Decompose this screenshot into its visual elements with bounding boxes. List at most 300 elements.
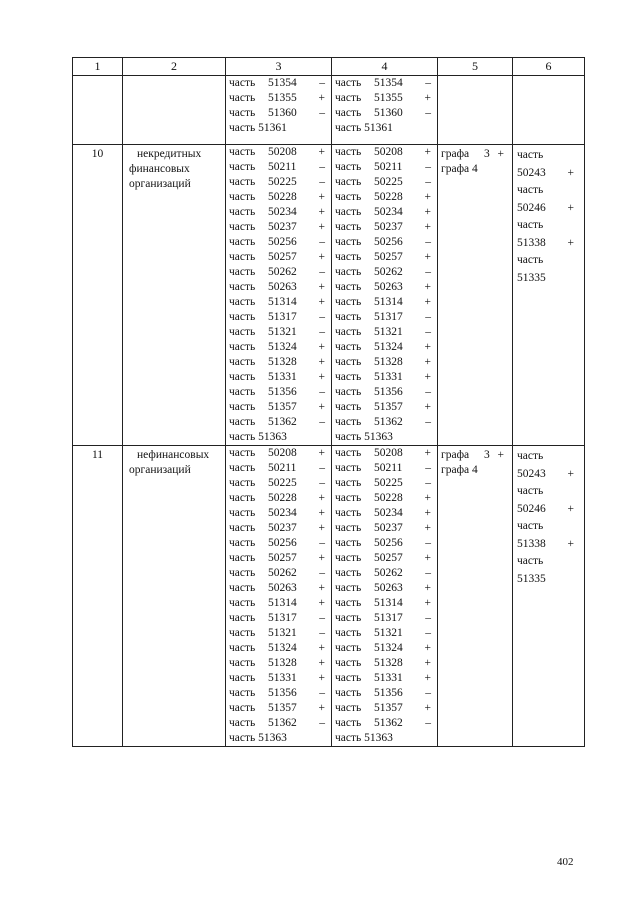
account-line xyxy=(226,536,331,551)
account-line xyxy=(226,355,331,370)
account-line-last: часть 51363 xyxy=(335,732,393,744)
account-word: часть xyxy=(335,281,362,293)
account-sign: – xyxy=(319,176,325,188)
account-sign: + xyxy=(318,507,325,519)
account-number: 51356 xyxy=(268,687,297,699)
extra-account-text: 50243 xyxy=(517,166,546,179)
account-sign: + xyxy=(318,552,325,564)
account-line xyxy=(332,220,437,235)
account-sign: – xyxy=(319,107,325,119)
account-sign: + xyxy=(424,221,431,233)
account-number: 51317 xyxy=(374,311,403,323)
account-word: часть xyxy=(229,146,256,158)
account-number: 50263 xyxy=(374,582,403,594)
account-number: 50211 xyxy=(374,161,403,173)
account-number: 51328 xyxy=(268,356,297,368)
account-line xyxy=(226,400,331,415)
account-word: часть xyxy=(335,371,362,383)
account-sign: + xyxy=(318,401,325,413)
account-line xyxy=(226,415,331,430)
account-sign: + xyxy=(318,356,325,368)
account-line xyxy=(332,160,437,175)
account-word: часть xyxy=(335,567,362,579)
cell-empty xyxy=(123,76,226,145)
account-sign: + xyxy=(424,92,431,104)
account-line xyxy=(226,175,331,190)
account-line xyxy=(226,295,331,310)
account-word: часть xyxy=(229,92,256,104)
account-number: 50228 xyxy=(374,191,403,203)
account-number: 50257 xyxy=(268,552,297,564)
account-word: часть xyxy=(335,161,362,173)
account-word: часть xyxy=(335,77,362,89)
account-number: 50257 xyxy=(374,251,403,263)
header-cell-4: 4 xyxy=(332,58,438,76)
extra-account-line xyxy=(517,571,580,589)
account-line xyxy=(332,250,437,265)
account-number: 51355 xyxy=(374,92,403,104)
extra-account-line xyxy=(517,235,580,253)
account-number: 51324 xyxy=(374,341,403,353)
accounts-col3 xyxy=(226,446,332,747)
row-number: 11 xyxy=(73,446,123,747)
account-line xyxy=(226,76,331,91)
table-row-continuation xyxy=(73,76,585,145)
account-sign: + xyxy=(424,251,431,263)
account-sign: + xyxy=(318,642,325,654)
account-number: 50228 xyxy=(374,492,403,504)
cell-empty xyxy=(73,76,123,145)
account-sign: – xyxy=(425,311,431,323)
extra-account-text: часть xyxy=(517,184,544,196)
organization-line: организаций xyxy=(129,178,191,190)
extra-account-line xyxy=(517,518,580,536)
account-line xyxy=(226,626,331,641)
account-number: 50257 xyxy=(268,251,297,263)
organization-type xyxy=(123,145,226,446)
column-number: 3 xyxy=(484,449,490,461)
account-word: часть xyxy=(229,386,256,398)
account-sign: – xyxy=(319,537,325,549)
account-sign: + xyxy=(318,146,325,158)
account-line xyxy=(226,220,331,235)
account-sign: + xyxy=(424,281,431,293)
account-line xyxy=(332,596,437,611)
account-sign: + xyxy=(424,702,431,714)
account-line xyxy=(332,461,437,476)
account-word: часть xyxy=(229,597,256,609)
account-word: часть xyxy=(335,416,362,428)
account-word: часть xyxy=(229,161,256,173)
account-word: часть xyxy=(229,356,256,368)
header-cell-3: 3 xyxy=(226,58,332,76)
account-word: часть xyxy=(335,146,362,158)
extra-account-text: часть xyxy=(517,254,544,266)
extra-account-text: 51338 xyxy=(517,537,546,550)
account-word: часть xyxy=(229,717,256,729)
account-sign: – xyxy=(425,416,431,428)
account-word: часть xyxy=(229,582,256,594)
account-word: часть xyxy=(229,371,256,383)
account-word: часть xyxy=(335,672,362,684)
account-sign: + xyxy=(318,492,325,504)
extra-account-sign: + xyxy=(567,502,574,515)
account-sign: – xyxy=(425,477,431,489)
account-number: 50234 xyxy=(268,507,297,519)
account-word: часть xyxy=(335,447,362,459)
account-number: 51354 xyxy=(374,77,403,89)
account-line xyxy=(332,536,437,551)
account-line xyxy=(226,91,331,106)
account-number: 51356 xyxy=(268,386,297,398)
account-word: часть xyxy=(229,416,256,428)
account-number: 50234 xyxy=(374,507,403,519)
account-word: часть xyxy=(229,221,256,233)
account-word: часть xyxy=(335,356,362,368)
account-sign: + xyxy=(318,582,325,594)
account-line xyxy=(332,190,437,205)
account-sign: + xyxy=(424,552,431,564)
account-line xyxy=(226,716,331,731)
header-cell-5: 5 xyxy=(438,58,513,76)
account-sign: + xyxy=(318,597,325,609)
account-number: 50225 xyxy=(374,176,403,188)
account-word: часть xyxy=(335,92,362,104)
account-line xyxy=(332,686,437,701)
account-line xyxy=(332,506,437,521)
account-line xyxy=(332,671,437,686)
account-word: часть xyxy=(335,236,362,248)
account-sign: + xyxy=(318,191,325,203)
header-cell-2: 2 xyxy=(123,58,226,76)
account-sign: – xyxy=(425,386,431,398)
account-line xyxy=(226,566,331,581)
account-number: 50237 xyxy=(374,221,403,233)
account-sign: + xyxy=(424,507,431,519)
account-number: 51331 xyxy=(374,672,403,684)
account-number: 51321 xyxy=(268,627,297,639)
account-line xyxy=(332,295,437,310)
account-number: 50211 xyxy=(268,161,297,173)
account-number: 50262 xyxy=(268,567,297,579)
extra-account-line xyxy=(517,165,580,183)
account-line xyxy=(226,190,331,205)
account-line xyxy=(332,566,437,581)
organization-line: нефинансовых xyxy=(137,449,210,461)
account-line xyxy=(226,461,331,476)
account-line-last: часть 51363 xyxy=(229,431,287,443)
account-line xyxy=(332,91,437,106)
account-line xyxy=(332,235,437,250)
account-word: часть xyxy=(335,507,362,519)
accounts-col4 xyxy=(332,76,438,145)
extra-accounts xyxy=(513,446,585,747)
account-line xyxy=(226,340,331,355)
account-number: 50225 xyxy=(268,477,297,489)
account-line xyxy=(332,76,437,91)
account-number: 50256 xyxy=(268,537,297,549)
account-line xyxy=(332,611,437,626)
account-word: часть xyxy=(229,657,256,669)
account-word: часть xyxy=(229,477,256,489)
account-word: часть xyxy=(335,462,362,474)
account-word: часть xyxy=(229,522,256,534)
extra-account-sign: + xyxy=(567,467,574,480)
account-number: 50263 xyxy=(268,281,297,293)
extra-account-text: часть xyxy=(517,485,544,497)
extra-account-text: часть xyxy=(517,520,544,532)
organization-line: организаций xyxy=(129,464,191,476)
account-number: 50237 xyxy=(374,522,403,534)
account-line xyxy=(332,521,437,536)
account-number: 50256 xyxy=(374,537,403,549)
account-line xyxy=(226,521,331,536)
extra-account-line xyxy=(517,270,580,288)
account-number: 51362 xyxy=(374,416,403,428)
account-sign: + xyxy=(424,146,431,158)
page-number: 402 xyxy=(557,856,574,868)
account-sign: + xyxy=(424,356,431,368)
account-number: 51314 xyxy=(374,597,403,609)
account-word: часть xyxy=(335,522,362,534)
account-word: часть xyxy=(335,687,362,699)
account-number: 50263 xyxy=(374,281,403,293)
account-sign: – xyxy=(319,77,325,89)
account-sign: – xyxy=(425,236,431,248)
account-word: часть xyxy=(229,462,256,474)
account-sign: + xyxy=(424,672,431,684)
account-word: часть xyxy=(335,552,362,564)
account-number: 51321 xyxy=(268,326,297,338)
account-line xyxy=(332,581,437,596)
column-ref-line: графа 4 xyxy=(441,163,478,175)
account-word: часть xyxy=(229,702,256,714)
account-sign: – xyxy=(319,462,325,474)
account-line xyxy=(332,280,437,295)
account-line xyxy=(226,611,331,626)
account-word: часть xyxy=(229,612,256,624)
account-line xyxy=(332,626,437,641)
account-word: часть xyxy=(335,492,362,504)
account-number: 50225 xyxy=(268,176,297,188)
account-line-last: часть 51363 xyxy=(229,732,287,744)
account-word: часть xyxy=(229,552,256,564)
account-number: 51317 xyxy=(268,311,297,323)
account-line xyxy=(226,686,331,701)
account-number: 51362 xyxy=(268,717,297,729)
account-sign: – xyxy=(425,107,431,119)
account-sign: – xyxy=(425,176,431,188)
account-number: 51356 xyxy=(374,687,403,699)
cell-empty xyxy=(513,76,585,145)
account-number: 50234 xyxy=(374,206,403,218)
extra-account-sign: + xyxy=(567,537,574,550)
account-word: часть xyxy=(335,582,362,594)
extra-account-text: 50243 xyxy=(517,467,546,480)
account-line xyxy=(226,671,331,686)
account-number: 51321 xyxy=(374,627,403,639)
account-sign: – xyxy=(425,77,431,89)
extra-account-text: 51335 xyxy=(517,572,546,585)
account-number: 51321 xyxy=(374,326,403,338)
account-sign: + xyxy=(318,92,325,104)
account-number: 51357 xyxy=(268,401,297,413)
account-line xyxy=(332,701,437,716)
account-sign: + xyxy=(424,371,431,383)
account-word: часть xyxy=(335,176,362,188)
account-word: часть xyxy=(335,537,362,549)
account-word: часть xyxy=(229,107,256,119)
account-line xyxy=(226,370,331,385)
organization-line: некредитных xyxy=(137,148,202,160)
account-sign: + xyxy=(318,522,325,534)
account-line xyxy=(332,370,437,385)
extra-account-line xyxy=(517,483,580,501)
account-sign: – xyxy=(319,311,325,323)
extra-account-text: 51338 xyxy=(517,236,546,249)
account-sign: + xyxy=(424,447,431,459)
table-row xyxy=(73,446,585,747)
account-word: часть xyxy=(335,717,362,729)
account-word: часть xyxy=(335,702,362,714)
extra-account-text: часть xyxy=(517,450,544,462)
account-line xyxy=(226,310,331,325)
account-sign: – xyxy=(319,567,325,579)
account-number: 51314 xyxy=(374,296,403,308)
account-line xyxy=(226,656,331,671)
account-line xyxy=(332,340,437,355)
account-sign: – xyxy=(425,717,431,729)
account-word: часть xyxy=(229,326,256,338)
extra-account-line xyxy=(517,501,580,519)
cell-empty xyxy=(438,76,513,145)
column-reference xyxy=(438,145,513,446)
column-ref-line xyxy=(438,448,512,463)
account-word: часть xyxy=(229,236,256,248)
account-word: часть xyxy=(335,107,362,119)
account-sign: – xyxy=(425,266,431,278)
account-sign: – xyxy=(319,717,325,729)
account-word: часть xyxy=(229,507,256,519)
account-number: 50263 xyxy=(268,582,297,594)
account-sign: + xyxy=(424,492,431,504)
account-line xyxy=(226,641,331,656)
header-row xyxy=(73,58,585,76)
account-number: 51324 xyxy=(268,341,297,353)
account-line xyxy=(226,160,331,175)
extra-account-text: 50246 xyxy=(517,201,546,214)
account-number: 50208 xyxy=(374,447,403,459)
extra-account-sign: + xyxy=(567,236,574,249)
account-word: часть xyxy=(229,191,256,203)
account-number: 50211 xyxy=(268,462,297,474)
account-word: часть xyxy=(335,477,362,489)
accounts-col4 xyxy=(332,446,438,747)
extra-account-text: часть xyxy=(517,555,544,567)
column-sign: + xyxy=(497,148,504,160)
account-line xyxy=(226,385,331,400)
column-word: графа xyxy=(441,449,470,461)
account-word: часть xyxy=(335,326,362,338)
account-number: 51314 xyxy=(268,296,297,308)
account-line xyxy=(332,145,437,160)
account-word: часть xyxy=(229,296,256,308)
account-word: часть xyxy=(335,296,362,308)
account-word: часть xyxy=(229,401,256,413)
account-line xyxy=(226,581,331,596)
account-number: 50262 xyxy=(374,567,403,579)
account-sign: + xyxy=(424,296,431,308)
account-line xyxy=(332,205,437,220)
account-line xyxy=(332,175,437,190)
account-number: 51331 xyxy=(374,371,403,383)
account-line-last: часть 51363 xyxy=(335,431,393,443)
extra-account-text: часть xyxy=(517,219,544,231)
extra-account-line xyxy=(517,200,580,218)
extra-account-line xyxy=(517,182,580,200)
account-sign: + xyxy=(318,702,325,714)
account-word: часть xyxy=(229,537,256,549)
account-sign: – xyxy=(319,386,325,398)
account-line xyxy=(332,476,437,491)
account-number: 51362 xyxy=(374,717,403,729)
account-number: 50234 xyxy=(268,206,297,218)
extra-account-sign: + xyxy=(567,201,574,214)
account-word: часть xyxy=(229,311,256,323)
header-cell-1: 1 xyxy=(73,58,123,76)
account-sign: + xyxy=(424,597,431,609)
accounts-col3 xyxy=(226,145,332,446)
account-word: часть xyxy=(229,341,256,353)
account-line xyxy=(332,385,437,400)
account-word: часть xyxy=(335,191,362,203)
account-sign: + xyxy=(318,251,325,263)
account-number: 51317 xyxy=(374,612,403,624)
account-word: часть xyxy=(229,176,256,188)
account-line xyxy=(332,415,437,430)
account-line xyxy=(226,265,331,280)
account-line xyxy=(332,325,437,340)
account-number: 50256 xyxy=(374,236,403,248)
account-line xyxy=(226,551,331,566)
account-sign: – xyxy=(425,161,431,173)
account-sign: – xyxy=(319,477,325,489)
account-sign: – xyxy=(319,627,325,639)
account-word: часть xyxy=(335,251,362,263)
account-sign: + xyxy=(318,657,325,669)
account-number: 51357 xyxy=(268,702,297,714)
account-line xyxy=(332,491,437,506)
account-sign: + xyxy=(318,371,325,383)
account-sign: + xyxy=(318,296,325,308)
account-number: 50257 xyxy=(374,552,403,564)
extra-account-line xyxy=(517,466,580,484)
account-sign: + xyxy=(424,642,431,654)
data-table xyxy=(72,57,585,747)
account-sign: + xyxy=(424,522,431,534)
account-line xyxy=(332,355,437,370)
account-number: 50237 xyxy=(268,522,297,534)
account-number: 51314 xyxy=(268,597,297,609)
account-number: 51357 xyxy=(374,702,403,714)
account-number: 50228 xyxy=(268,191,297,203)
account-line-last: часть 51361 xyxy=(229,122,287,134)
account-number: 50208 xyxy=(374,146,403,158)
account-sign: – xyxy=(319,416,325,428)
account-word: часть xyxy=(335,221,362,233)
account-sign: – xyxy=(425,612,431,624)
account-line xyxy=(332,551,437,566)
